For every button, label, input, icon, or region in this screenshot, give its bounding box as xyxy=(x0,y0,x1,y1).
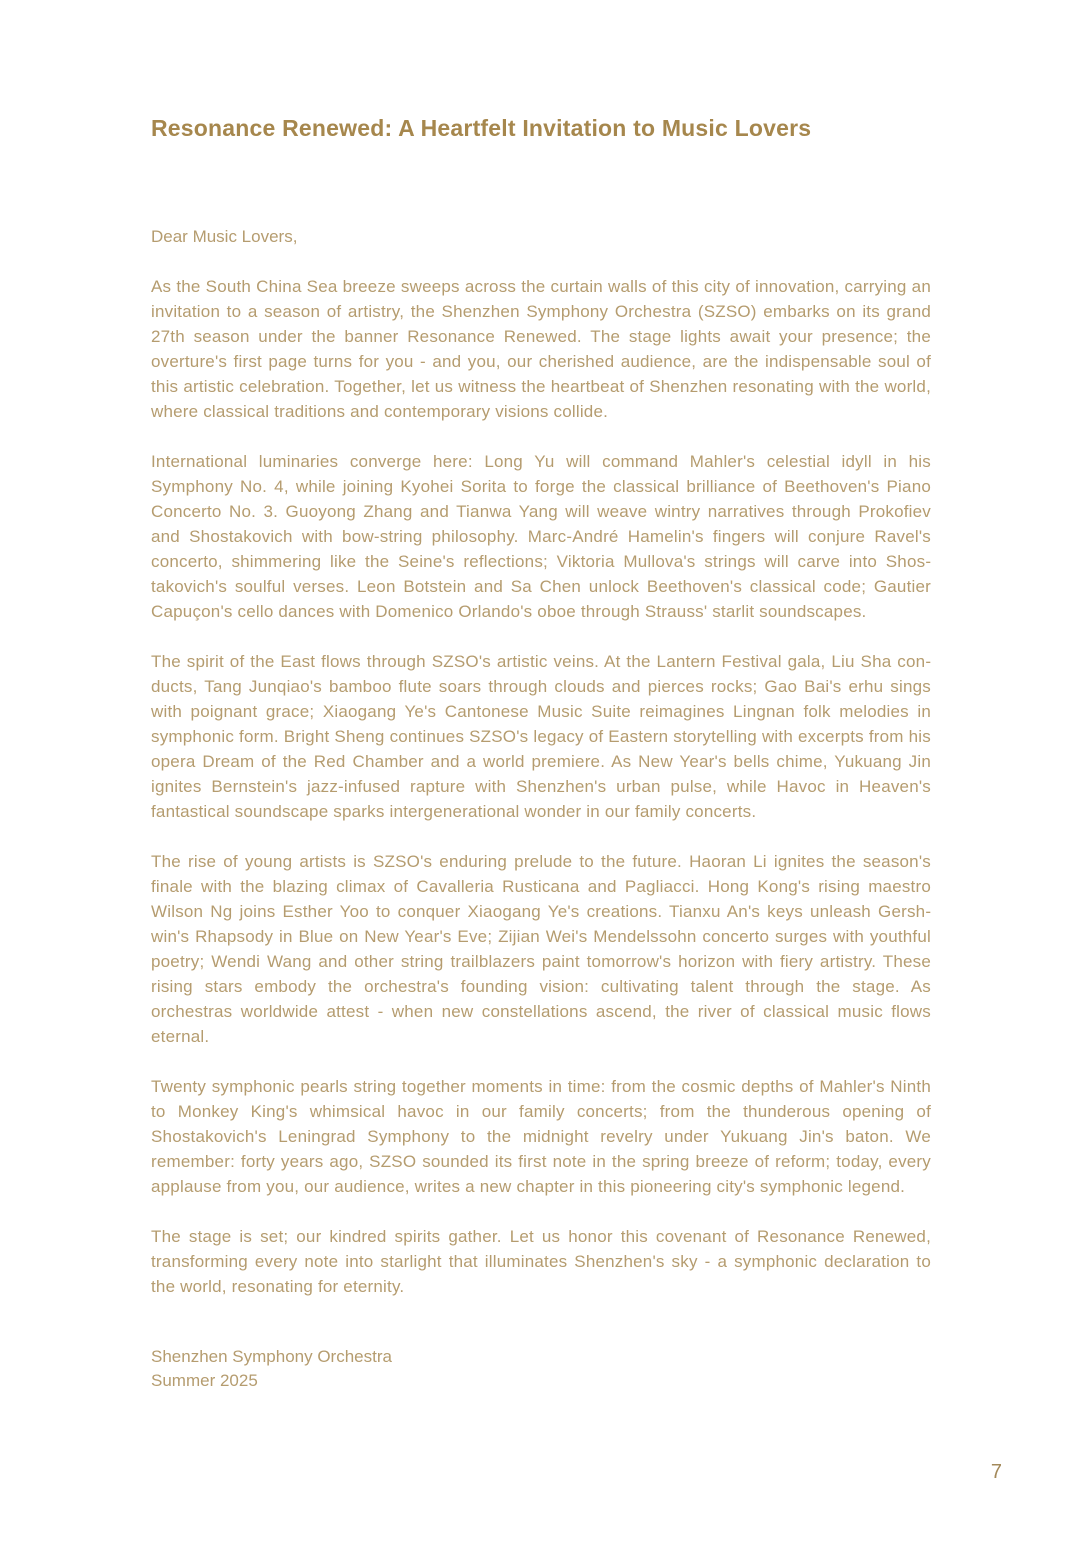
paragraph-spirit-of-the-east: The spirit of the East flows through SZSO's artistic veins. At the Lantern Festival gala, Liu Sha conducts, Tang Junqiao's bamboo flute soars through clouds and pierces rocks; Gao Bai's erhu sings with poignant grace; Xiaogang Ye's Cantonese Music Suite reimagines Lingnan folk melodies in symphonic form. Bright Sheng continues SZSO's legacy of Eastern storytelling with excerpts from his opera Dream of the Red Chamber and a world premiere. As New Year's bells chime, Yukuang Jin ignites Bernstein's jazz-infused rapture with Shenzhen's urban pulse, while Havoc in Heaven's fantastical soundscape sparks intergenerational wonder in our family concerts. xyxy=(151,652,931,821)
salutation: Dear Music Lovers, xyxy=(151,227,298,246)
letter-content xyxy=(151,113,931,1393)
paragraph-international-luminaries: International luminaries converge here: Long Yu will command Mahler's celestial idyll in his Symphony No. 4, while joining Kyohei Sorita to forge the classical brilliance of Beethoven's Piano Concerto No. 3. Guoyong Zhang and Tianwa Yang will weave wintry narratives through Prokofiev and Shostakovich with bow-string philosophy. Marc-André Hamelin's fingers will conjure Ravel's concerto, shimmering like the Seine's reflections; Viktoria Mullova's strings will carve into Shostakovich's soulful verses. Leon Botstein and Sa Chen unlock Beethoven's classical code; Gautier Capuçon's cello dances with Domenico Orlando's oboe through Strauss' starlit soundscapes. xyxy=(151,452,931,621)
letter-title: Resonance Renewed: A Heartfelt Invitation to Music Lovers xyxy=(151,115,812,141)
signature-block xyxy=(151,1345,931,1393)
signature-date: Summer 2025 xyxy=(151,1371,258,1390)
paragraph-closing: The stage is set; our kindred spirits gather. Let us honor this covenant of Resonance Renewed, transforming every note into starlight that illuminates Shenzhen's sky - a symphonic declaration to the world, resonating for eternity. xyxy=(151,1227,931,1296)
paragraph-twenty-pearls: Twenty symphonic pearls string together moments in time: from the cosmic depths of Mahler's Ninth to Monkey King's whimsical havoc in our family concerts; from the thunderous opening of Shostakovich's Leningrad Symphony to the midnight revelry under Yukuang Jin's baton. We remember: forty years ago, SZSO sounded its first note in the spring breeze of reform; today, every applause from you, our audience, writes a new chapter in this pioneering city's symphonic legend. xyxy=(151,1077,931,1196)
signature-name: Shenzhen Symphony Orchestra xyxy=(151,1347,392,1366)
paragraph-opening: As the South China Sea breeze sweeps across the curtain walls of this city of innovation, carrying an invitation to a season of artistry, the Shenzhen Symphony Orchestra (SZSO) embarks on its grand 27th season under the banner Resonance Renewed. The stage lights await your presence; the overture's first page turns for you - and you, our cherished audience, are the indispensable soul of this artistic celebration. Together, let us witness the heartbeat of Shenzhen resonating with the world, where classical traditions and contemporary visions collide. xyxy=(151,277,931,421)
paragraph-young-artists: The rise of young artists is SZSO's enduring prelude to the future. Haoran Li ignites the season's finale with the blazing climax of Cavalleria Rusticana and Pagliacci. Hong Kong's rising maestro Wilson Ng joins Esther Yoo to conquer Xiaogang Ye's creations. Tianxu An's keys unleash Gershwin's Rhapsody in Blue on New Year's Eve; Zijian Wei's Mendelssohn concerto surges with youthful poetry; Wendi Wang and other string trailblazers paint tomorrow's horizon with fiery artistry. These rising stars embody the orchestra's founding vision: cultivating talent through the stage. As orchestras worldwide attest - when new constellations ascend, the river of classical music flows eternal. xyxy=(151,852,931,1046)
page-number: 7 xyxy=(990,1461,1002,1483)
